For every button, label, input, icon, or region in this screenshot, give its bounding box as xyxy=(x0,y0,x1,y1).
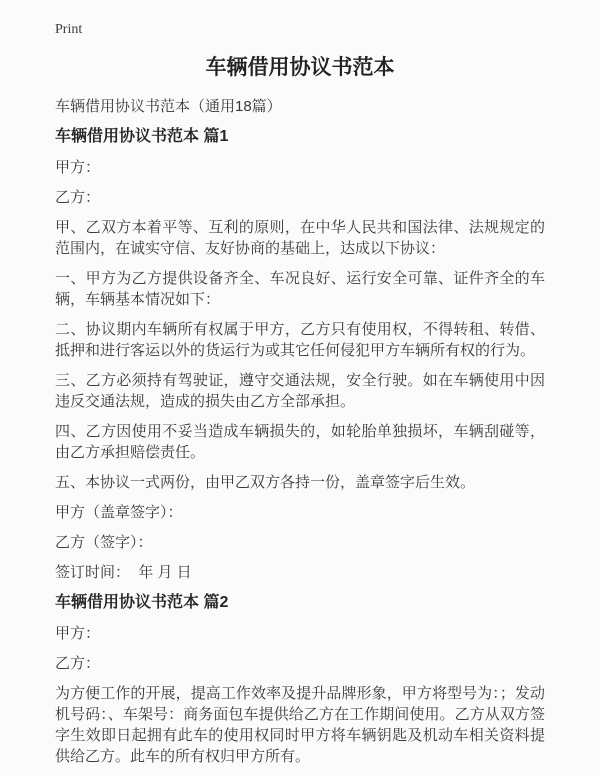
section-1-party-a-signature-line: 甲方（盖章签字）： xyxy=(55,504,183,521)
section-1-preamble: 甲、乙双方本着平等、互利的原则，在中华人民共和国法律、法规规定的范围内，在诚实守信、友好协商的基础上，达成以下协议： xyxy=(55,219,545,257)
section-1-party-a-line: 甲方： xyxy=(55,159,101,176)
section-1-clause-2: 二、协议期内车辆所有权属于甲方，乙方只有使用权，不得转租、转借、抵押和进行客运以外的货运行为或其它任何侵犯甲方车辆所有权的行为。 xyxy=(55,321,545,359)
section-1-clause-1: 一、甲方为乙方提供设备齐全、车况良好、运行安全可靠、证件齐全的车辆，车辆基本情况如下： xyxy=(55,270,545,308)
document-title: 车辆借用协议书范本 xyxy=(205,56,395,79)
section-1-signing-date-line: 签订时间： 年 月 日 xyxy=(55,564,192,581)
section-2-body-paragraph: 为方便工作的开展，提高工作效率及提升品牌形象，甲方将型号为：；发动机号码：、车架号：商务面包车提供给乙方在工作期间使用。乙方从双方签字生效即日起拥有此车的使用权同时甲方将车辆钥匙及机动车相关资料提供给乙方。此车的所有权归甲方所有。 xyxy=(55,685,545,765)
section-2-heading: 车辆借用协议书范本 篇2 xyxy=(55,594,229,611)
section-1-heading: 车辆借用协议书范本 篇1 xyxy=(55,128,229,145)
section-1-party-b-line: 乙方： xyxy=(55,189,101,206)
section-1-party-b-signature-line: 乙方（签字）： xyxy=(55,534,153,551)
document-subtitle: 车辆借用协议书范本（通用18篇） xyxy=(55,98,282,115)
section-1-clause-3: 三、乙方必须持有驾驶证，遵守交通法规，安全行驶。如在车辆使用中因违反交通法规，造成的损失由乙方全部承担。 xyxy=(55,372,545,410)
section-2-party-b-line: 乙方： xyxy=(55,655,101,672)
print-link[interactable]: Print xyxy=(55,22,83,37)
section-1-clause-5: 五、本协议一式两份，由甲乙双方各持一份，盖章签字后生效。 xyxy=(55,474,476,491)
section-2-party-a-line: 甲方： xyxy=(55,625,101,642)
section-1-clause-4: 四、乙方因使用不妥当造成车辆损失的，如轮胎单独损坏，车辆刮碰等，由乙方承担赔偿责任。 xyxy=(55,423,545,461)
